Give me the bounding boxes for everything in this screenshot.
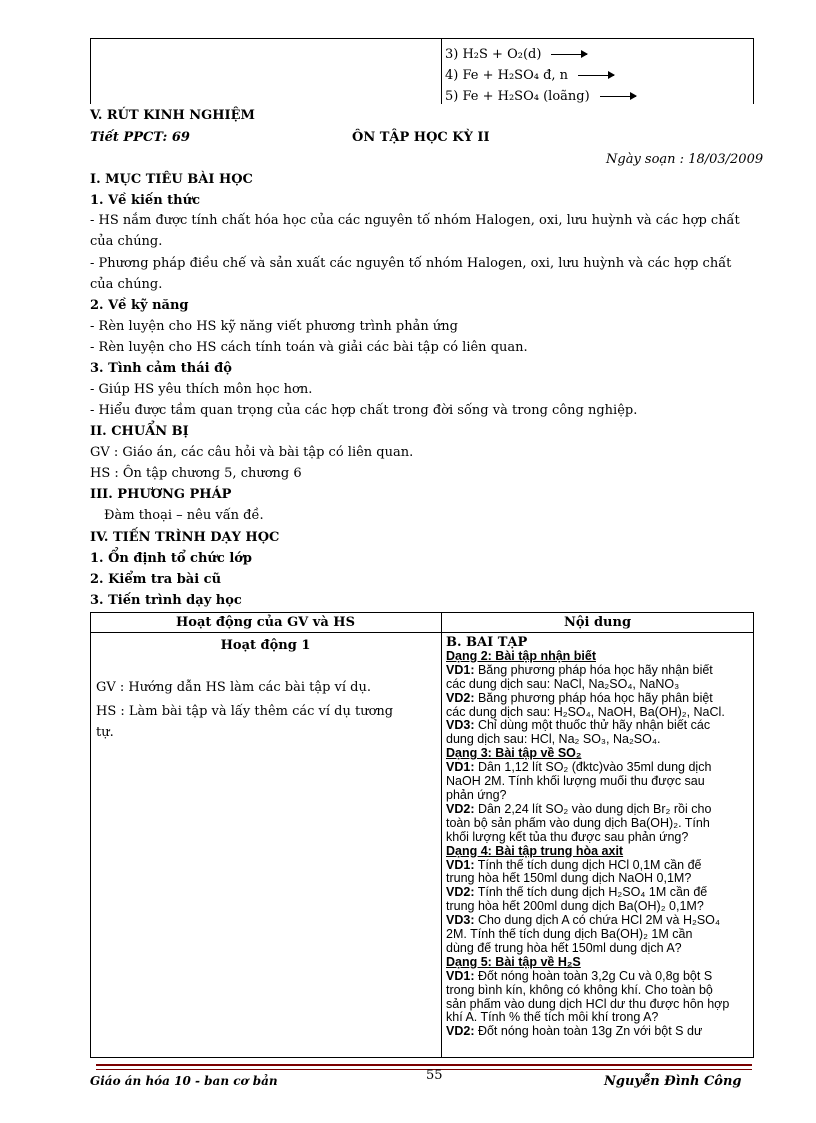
content-line: các dung dịch sau: NaCl, Na₂SO₄, NaNO₃ xyxy=(446,677,680,691)
example-text: Tính thể tích dung dịch HCl 0,1M cần để xyxy=(474,858,702,872)
lesson-title: ÔN TẬP HỌC KỲ II xyxy=(352,130,490,145)
example-text: Dẫn 2,24 lít SO₂ vào dung dịch Br₂ rồi cho xyxy=(474,802,712,816)
example-text: Tính thể tích dung dịch H₂SO₄ 1M cần để xyxy=(474,886,708,900)
method-text: Đàm thoại – nêu vấn đề. xyxy=(104,508,264,523)
section-4-heading-2: 2. Kiểm tra bài cũ xyxy=(90,572,222,587)
content-line: khí A. Tính % thể tích mỗi khí trong A? xyxy=(446,1011,659,1025)
section-4-heading-1: 1. Ổn định tổ chức lớp xyxy=(90,551,253,566)
footer-page-number: 55 xyxy=(426,1068,443,1083)
knowledge-1b: của chúng. xyxy=(90,234,163,249)
content-example-line xyxy=(446,803,750,817)
content-example-line xyxy=(446,886,750,900)
section-3-title: III. PHƯƠNG PHÁP xyxy=(90,487,232,502)
content-line: trung hòa hết 200ml dung dịch Ba(OH)₂ 0,1M? xyxy=(446,900,704,914)
example-label: VD1: xyxy=(446,969,475,983)
content-example-line xyxy=(446,1025,750,1039)
example-label: VD3: xyxy=(446,719,475,733)
skill-2: - Rèn luyện cho HS cách tính toán và giải các bài tập có liên quan. xyxy=(90,340,528,355)
example-label: VD2: xyxy=(446,802,475,816)
example-text: Đốt nóng hoàn toàn 3,2g Cu và 0,8g bột S xyxy=(474,969,713,983)
top-table-line-3: 5) Fe + H₂SO₄ (loãng) xyxy=(445,89,636,104)
example-text: Bằng phương pháp hóa học hãy nhận biết xyxy=(474,663,713,677)
content-line: NaOH 2M. Tính khối lượng muối thu được sau xyxy=(446,775,705,789)
section-1-heading-knowledge: 1. Về kiến thức xyxy=(90,193,200,208)
example-text: Chỉ dùng một thuốc thử hãy nhận biết các xyxy=(474,719,711,733)
example-text: Đốt nóng hoàn toàn 13g Zn với bột S dư xyxy=(474,1025,703,1039)
content-line: 2M. Tính thể tích dung dịch Ba(OH)₂ 1M cần xyxy=(446,928,693,942)
footer-rule xyxy=(96,1064,752,1066)
example-label: VD1: xyxy=(446,761,475,775)
content-example-line xyxy=(446,719,750,733)
content-column xyxy=(446,636,750,1054)
content-type-heading: Dạng 2: Bài tập nhận biết xyxy=(446,649,597,663)
top-table-line-2: 4) Fe + H₂SO₄ đ, n xyxy=(445,68,614,83)
section-2-title: II. CHUẨN BỊ xyxy=(90,424,189,439)
lesson-label: Tiết PPCT: 69 xyxy=(90,130,190,145)
footer-rule-2 xyxy=(96,1069,752,1070)
prep-date: Ngày soạn : 18/03/2009 xyxy=(606,152,764,167)
content-example-line xyxy=(446,664,750,678)
content-example-line xyxy=(446,692,750,706)
knowledge-1: - HS nắm được tính chất hóa học của các nguyên tố nhóm Halogen, oxi, lưu huỳnh và các hợp chất xyxy=(90,213,740,228)
content-example-line xyxy=(446,859,750,873)
content-line: trong bình kín, không có không khí. Cho toàn bộ xyxy=(446,983,713,997)
knowledge-2b: của chúng. xyxy=(90,277,163,292)
example-label: VD2: xyxy=(446,691,475,705)
example-label: VD3: xyxy=(446,914,475,928)
content-example-line xyxy=(446,970,750,984)
example-label: VD1: xyxy=(446,858,475,872)
col2-header: Nội dung xyxy=(563,615,632,630)
content-line: trung hòa hết 150ml dung dịch NaOH 0,1M? xyxy=(446,872,692,886)
footer-left: Giáo án hóa 10 - ban cơ bản xyxy=(90,1074,278,1088)
main-table xyxy=(90,612,754,1058)
col1-header: Hoạt động của GV và HS xyxy=(176,615,355,630)
content-type-heading: Dạng 4: Bài tập trung hòa axit xyxy=(446,844,624,858)
content-line: các dung dịch sau: H₂SO₄, NaOH, Ba(OH)₂, NaCl. xyxy=(446,705,725,719)
prep-hs: HS : Ôn tập chương 5, chương 6 xyxy=(90,466,302,481)
example-label: VD1: xyxy=(446,663,475,677)
content-line: toàn bộ sản phẩm vào dung dịch Ba(OH)₂. Tính xyxy=(446,816,710,830)
example-label: VD2: xyxy=(446,886,475,900)
content-section-title: B. BÀI TẬP xyxy=(446,636,528,650)
content-line: khối lượng kết tủa thu được sau phản ứng? xyxy=(446,830,689,844)
activity-gv: GV : Hướng dẫn HS làm các bài tập ví dụ. xyxy=(96,680,372,695)
activity-title: Hoạt động 1 xyxy=(220,638,311,653)
section-4-heading-3: 3. Tiến trình dạy học xyxy=(90,593,242,608)
example-text: Bằng phương pháp hóa học hãy phân biệt xyxy=(474,691,713,705)
section-1-heading-skills: 2. Về kỹ năng xyxy=(90,298,189,313)
activity-hs-2: tự. xyxy=(96,725,114,740)
content-type-heading: Dạng 3: Bài tập về SO₂ xyxy=(446,747,582,761)
section-1-heading-attitude: 3. Tình cảm thái độ xyxy=(90,361,232,376)
example-text: Dẫn 1,12 lít SO₂ (đktc)vào 35ml dung dịch xyxy=(474,761,712,775)
footer-right: Nguyễn Đình Công xyxy=(604,1074,742,1089)
section-1-title: I. MỤC TIÊU BÀI HỌC xyxy=(90,172,253,187)
knowledge-2: - Phương pháp điều chế và sản xuất các nguyên tố nhóm Halogen, oxi, lưu huỳnh và các hợp chất xyxy=(90,256,732,271)
top-table-line-1: 3) H₂S + O₂(d) xyxy=(445,47,587,62)
attitude-2: - Hiểu được tầm quan trọng của các hợp chất trong đời sống và trong công nghiệp. xyxy=(90,403,638,418)
activity-hs-1: HS : Làm bài tập và lấy thêm các ví dụ tương xyxy=(96,704,394,719)
content-type-heading: Dạng 5: Bài tập về H₂S xyxy=(446,955,581,969)
content-line: dùng để trung hòa hết 150ml dung dịch A? xyxy=(446,941,682,955)
section-v-title: V. RÚT KINH NGHIỆM xyxy=(90,108,255,123)
skill-1: - Rèn luyện cho HS kỹ năng viết phương trình phản ứng xyxy=(90,319,458,334)
content-line: phản ứng? xyxy=(446,788,507,802)
section-4-title: IV. TIẾN TRÌNH DẠY HỌC xyxy=(90,530,280,545)
content-line: dung dịch sau: HCl, Na₂ SO₃, Na₂SO₄. xyxy=(446,733,661,747)
content-example-line xyxy=(446,761,750,775)
content-example-line xyxy=(446,914,750,928)
prep-gv: GV : Giáo án, các câu hỏi và bài tập có liên quan. xyxy=(90,445,414,460)
example-label: VD2: xyxy=(446,1025,475,1039)
example-text: Cho dung dịch A có chứa HCl 2M và H₂SO₄ xyxy=(474,914,721,928)
attitude-1: - Giúp HS yêu thích môn học hơn. xyxy=(90,382,313,397)
content-line: sản phẩm vào dung dịch HCl dư thu được hỗn hợp xyxy=(446,997,730,1011)
top-table xyxy=(90,38,754,104)
